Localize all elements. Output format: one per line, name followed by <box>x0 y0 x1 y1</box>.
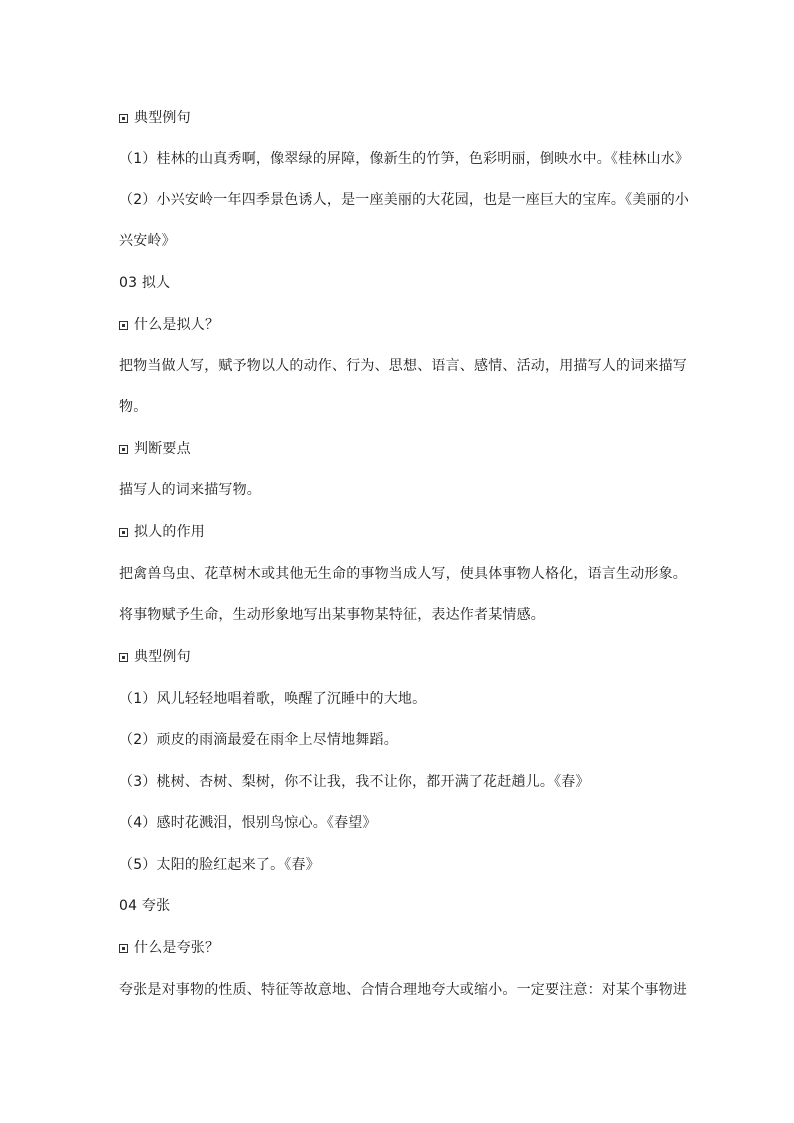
line-text: 什么是拟人？ <box>134 317 220 333</box>
example-sentence <box>119 730 398 750</box>
example-sentence <box>119 689 426 709</box>
line-text: 典型例句 <box>134 110 191 126</box>
line-text: （4）感时花溅泪，恨别鸟惊心。《春望》 <box>119 815 377 831</box>
line-text: 描写人的词来描写物。 <box>119 482 261 498</box>
bullet-icon <box>119 528 128 537</box>
example-sentence <box>119 855 320 875</box>
heading-what-is-hyperbole <box>119 938 219 958</box>
line-text: 兴安岭》 <box>119 233 176 249</box>
function-text <box>119 564 687 584</box>
line-text: 判断要点 <box>134 441 191 457</box>
line-text: （2）顽皮的雨滴最爱在雨伞上尽情地舞蹈。 <box>119 732 398 748</box>
line-text: 夸张是对事物的性质、特征等故意地、合情合理地夸大或缩小。一定要注意：对某个事物进 <box>119 982 687 998</box>
example-sentence <box>119 772 590 792</box>
heading-key-points <box>119 439 191 459</box>
heading-function <box>119 522 205 542</box>
line-text: 拟人的作用 <box>134 524 205 540</box>
bullet-icon <box>119 114 128 123</box>
line-text: （1）风儿轻轻地唱着歌，唤醒了沉睡中的大地。 <box>119 691 427 707</box>
key-points-text <box>119 480 261 500</box>
function-text <box>119 605 545 625</box>
heading-typical-examples-1 <box>119 108 191 128</box>
line-text: 把物当做人写，赋予物以人的动作、行为、思想、语言、感情、活动，用描写人的词来描写 <box>119 358 687 374</box>
example-sentence <box>119 190 689 210</box>
line-text: （5）太阳的脸红起来了。《春》 <box>119 857 320 873</box>
example-sentence <box>119 813 377 833</box>
line-text: 典型例句 <box>134 649 191 665</box>
line-text: 将事物赋予生命，生动形象地写出某事物某特征，表达作者某情感。 <box>119 607 545 623</box>
line-text: 什么是夸张？ <box>134 940 220 956</box>
bullet-icon <box>119 653 128 662</box>
line-text: （1）桂林的山真秀啊，像翠绿的屏障，像新生的竹笋，色彩明丽，倒映水中。《桂林山水》 <box>119 151 690 167</box>
section-heading-hyperbole <box>119 896 170 916</box>
definition-text <box>119 356 687 376</box>
line-text: （2）小兴安岭一年四季景色诱人，是一座美丽的大花园，也是一座巨大的宝库。《美丽的小 <box>119 192 690 208</box>
line-text: 物。 <box>119 399 148 415</box>
heading-typical-examples-2 <box>119 647 191 667</box>
definition-text-continued <box>119 397 147 417</box>
line-text: 03 拟人 <box>119 275 171 291</box>
definition-text <box>119 980 687 1000</box>
line-text: 把禽兽鸟虫、花草树木或其他无生命的事物当成人写，使具体事物人格化，语言生动形象。 <box>119 566 687 582</box>
section-heading-personification <box>119 273 170 293</box>
bullet-icon <box>119 445 128 454</box>
heading-what-is-personification <box>119 315 219 335</box>
line-text: 04 夸张 <box>119 898 171 914</box>
example-sentence <box>119 149 689 169</box>
bullet-icon <box>119 944 128 953</box>
bullet-icon <box>119 321 128 330</box>
example-sentence-continued <box>119 231 176 251</box>
line-text: （3）桃树、杏树、梨树，你不让我，我不让你，都开满了花赶趟儿。《春》 <box>119 774 590 790</box>
